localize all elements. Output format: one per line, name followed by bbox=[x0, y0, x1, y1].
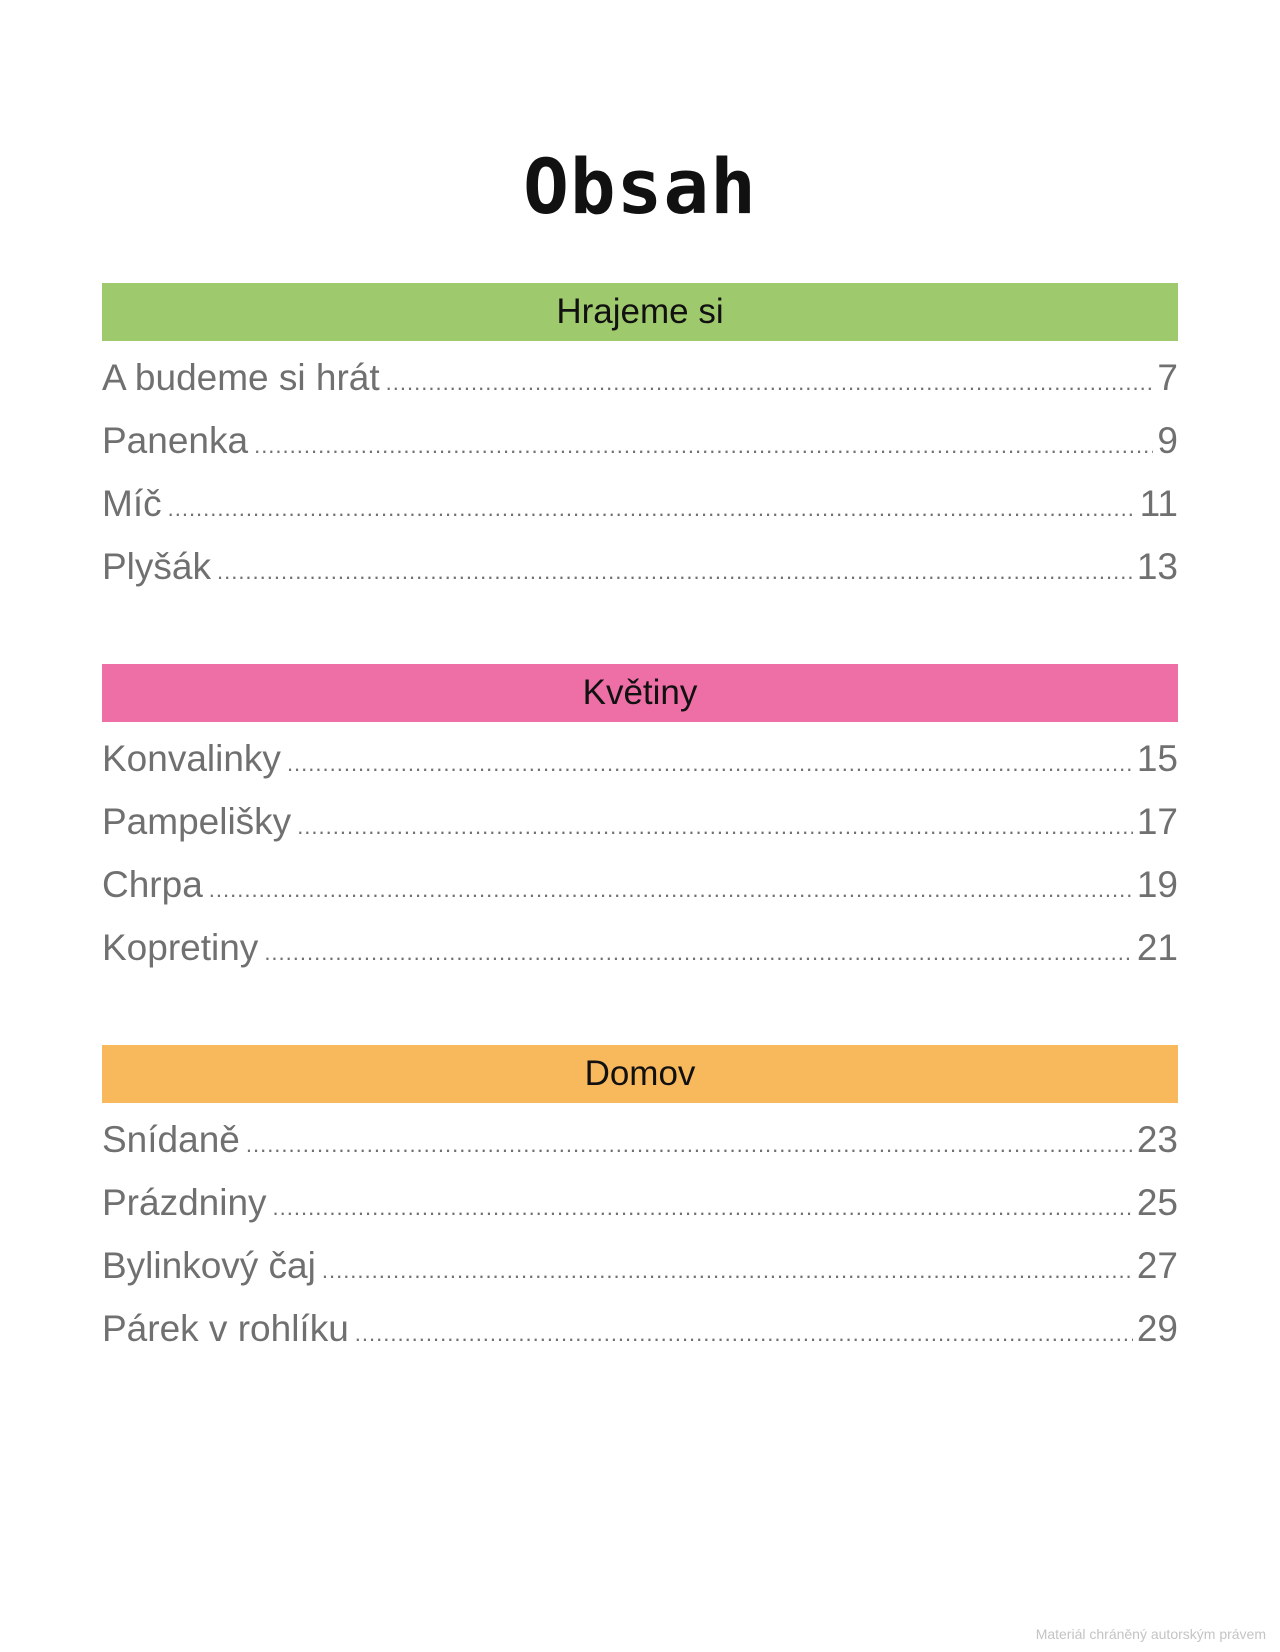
entry-title: Panenka bbox=[102, 420, 249, 461]
toc-entry[interactable] bbox=[102, 1171, 1178, 1234]
dot-leader bbox=[287, 732, 1133, 795]
dot-leader bbox=[209, 858, 1133, 921]
entry-title: Prázdniny bbox=[102, 1182, 267, 1223]
entry-page-number: 25 bbox=[1136, 1182, 1178, 1223]
toc-section-hrajeme-si bbox=[102, 283, 1178, 598]
entry-title: Bylinkový čaj bbox=[102, 1245, 316, 1286]
page-title: Obsah bbox=[523, 141, 757, 231]
dot-leader bbox=[297, 795, 1133, 858]
toc-entry[interactable] bbox=[102, 472, 1178, 535]
toc-entry[interactable] bbox=[102, 916, 1178, 979]
entry-title: A budeme si hrát bbox=[102, 357, 380, 398]
section-header bbox=[102, 1045, 1178, 1103]
dot-leader bbox=[322, 1239, 1133, 1302]
section-title: Domov bbox=[584, 1054, 696, 1093]
entry-page-number: 13 bbox=[1136, 546, 1178, 587]
table-of-contents bbox=[102, 283, 1178, 1360]
dot-leader bbox=[355, 1302, 1133, 1365]
toc-section-kvetiny bbox=[102, 664, 1178, 979]
dot-leader bbox=[246, 1113, 1133, 1176]
entry-page-number: 27 bbox=[1136, 1245, 1178, 1286]
entry-title: Míč bbox=[102, 483, 162, 524]
toc-entry[interactable] bbox=[102, 346, 1178, 409]
entry-title: Chrpa bbox=[102, 864, 203, 905]
dot-leader bbox=[217, 540, 1133, 603]
toc-section-domov bbox=[102, 1045, 1178, 1360]
entry-page-number: 11 bbox=[1139, 483, 1178, 524]
section-header bbox=[102, 283, 1178, 341]
section-title: Květiny bbox=[582, 673, 698, 712]
toc-entry[interactable] bbox=[102, 853, 1178, 916]
toc-entry[interactable] bbox=[102, 1297, 1178, 1360]
toc-entry[interactable] bbox=[102, 1234, 1178, 1297]
dot-leader bbox=[386, 351, 1154, 414]
entry-page-number: 7 bbox=[1157, 357, 1178, 398]
entry-title: Plyšák bbox=[102, 546, 211, 587]
toc-entry[interactable] bbox=[102, 727, 1178, 790]
dot-leader bbox=[273, 1176, 1133, 1239]
toc-entry[interactable] bbox=[102, 409, 1178, 472]
entry-page-number: 23 bbox=[1136, 1119, 1178, 1160]
entry-title: Snídaně bbox=[102, 1119, 240, 1160]
entry-page-number: 15 bbox=[1136, 738, 1178, 779]
entry-page-number: 9 bbox=[1157, 420, 1178, 461]
entry-title: Konvalinky bbox=[102, 738, 281, 779]
section-title: Hrajeme si bbox=[556, 292, 724, 331]
toc-entry[interactable] bbox=[102, 1108, 1178, 1171]
toc-entry[interactable] bbox=[102, 790, 1178, 853]
toc-entry[interactable] bbox=[102, 535, 1178, 598]
entry-page-number: 29 bbox=[1136, 1308, 1178, 1349]
entry-page-number: 17 bbox=[1136, 801, 1178, 842]
dot-leader bbox=[254, 414, 1153, 477]
copyright-watermark: Materiál chráněný autorským právem bbox=[1035, 1626, 1266, 1642]
dot-leader bbox=[168, 477, 1136, 540]
entry-title: Pampelišky bbox=[102, 801, 292, 842]
dot-leader bbox=[264, 921, 1133, 984]
section-header bbox=[102, 664, 1178, 722]
entry-page-number: 19 bbox=[1136, 864, 1178, 905]
entry-title: Kopretiny bbox=[102, 927, 259, 968]
entry-page-number: 21 bbox=[1136, 927, 1178, 968]
entry-title: Párek v rohlíku bbox=[102, 1308, 349, 1349]
